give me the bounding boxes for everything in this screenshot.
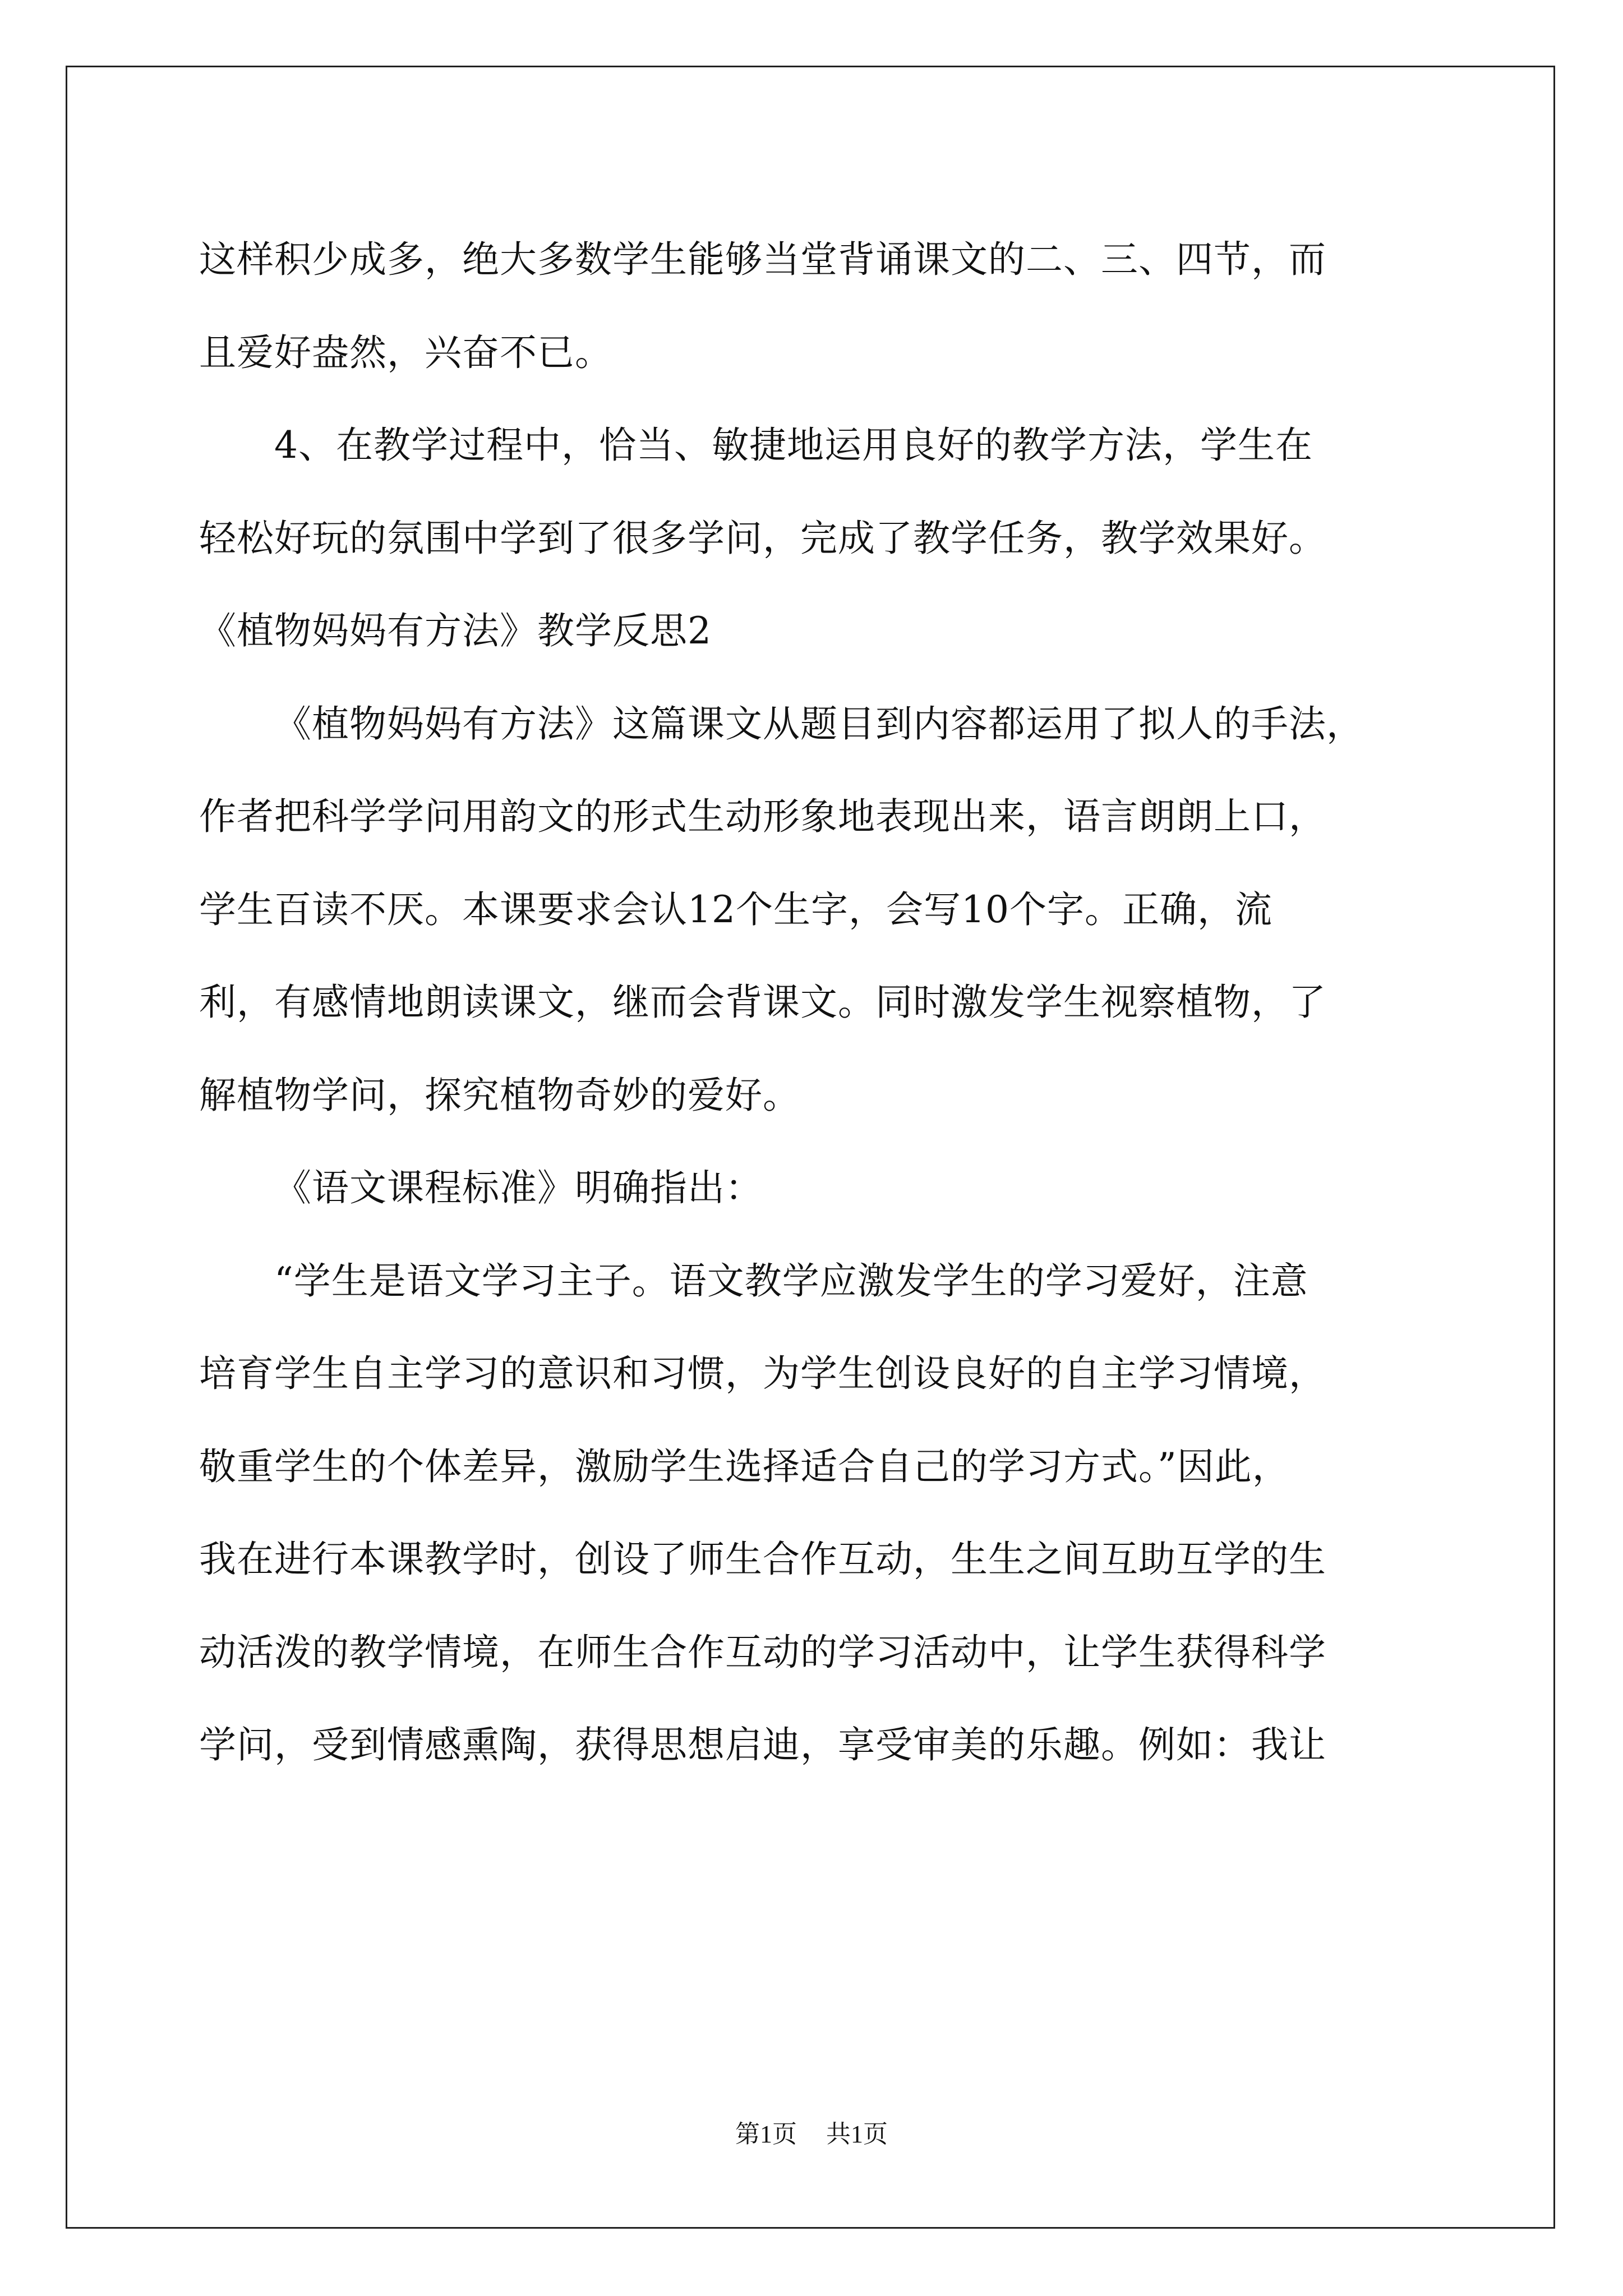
text-line: 且爱好盎然，兴奋不已。 [199,330,612,374]
text-line: 解植物学问，探究植物奇妙的爱好。 [199,1073,800,1117]
text-line: 我在进行本课教学时，创设了师生合作互动，生生之间互助互学的生 [199,1538,1326,1581]
section-heading: 《植物妈妈有方法》教学反思2 [199,609,712,652]
text-line: 《植物妈妈有方法》这篇课文从题目到内容都运用了拟人的手法， [274,702,1364,746]
page-total: 共1页 [826,2120,888,2148]
text-line: 学生百读不厌。本课要求会认12个生字，会写10个字。正确，流 [199,887,1272,931]
text-line: 动活泼的教学情境，在师生合作互动的学习活动中，让学生获得科学 [199,1630,1326,1674]
text-line: 学问，受到情感熏陶，获得思想启迪，享受审美的乐趣。例如：我让 [199,1723,1326,1766]
page-number: 第1页 [735,2120,797,2148]
text-line: 《语文课程标准》明确指出： [274,1166,763,1209]
text-line: 作者把科学学问用韵文的形式生动形象地表现出来，语言朗朗上口， [199,795,1326,838]
document-body [199,213,1436,1792]
text-line: 培育学生自主学习的意识和习惯，为学生创设良好的自主学习情境， [199,1352,1326,1395]
text-line: 4、在教学过程中，恰当、敏捷地运用良好的教学方法，学生在 [274,424,1313,467]
page-footer [0,2114,1623,2150]
text-line: 利，有感情地朗读课文，继而会背课文。同时激发学生视察植物，了 [199,981,1326,1024]
text-line: “学生是语文学习主子。语文教学应激发学生的学习爱好，注意 [274,1259,1308,1303]
text-line: 轻松好玩的氛围中学到了很多学问，完成了教学任务，教学效果好。 [199,516,1326,560]
text-line: 这样积少成多，绝大多数学生能够当堂背诵课文的二、三、四节，而 [199,238,1326,281]
text-line: 敬重学生的个体差异，激励学生选择适合自己的学习方式。”因此， [199,1444,1290,1488]
